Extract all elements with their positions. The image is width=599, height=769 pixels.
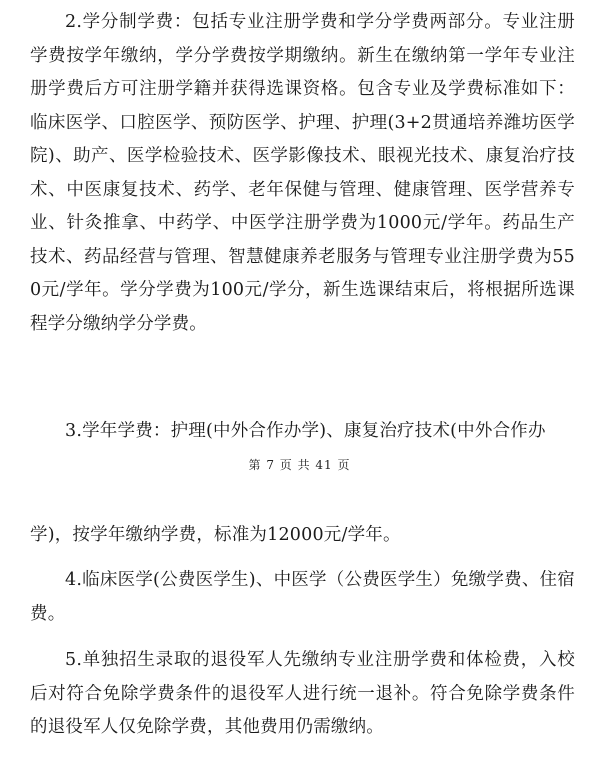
paragraph-veterans: 5.单独招生录取的退役军人先缴纳专业注册学费和体检费，入校后对符合免除学费条件的退役军人进行统一退补。符合免除学费条件的退役军人仅免除学费，其他费用仍需缴纳。 bbox=[30, 650, 575, 737]
page-footer: 第 7 页 共 41 页 bbox=[248, 458, 351, 472]
paragraph-public-funded-students: 4.临床医学(公费医学生)、中医学（公费医学生）免缴学费、住宿费。 bbox=[30, 570, 575, 624]
paragraph-credit-tuition: 2.学分制学费：包括专业注册学费和学分学费两部分。专业注册学费按学年缴纳，学分学费按学期缴纳。新生在缴纳第一学年专业注册学费后方可注册学籍并获得选课资格。包含专业及学费标准如下：临床医学、口腔医学、预防医学、护理、护理(3+2贯通培养潍坊医学院)、助产、医学检验技术、医学影像技术、眼视光技术、康复治疗技术、中医康复技术、药学、老年保健与管理、健康管理、医学营养专业、针灸推拿、中药学、中医学注册学费为1000元/学年。药品生产技术、药品经营与管理、智慧健康养老服务与管理专业注册学费为550元/学年。学分学费为100元/学分，新生选课结束后，将根据所选课程学分缴纳学分学费。 bbox=[30, 12, 575, 334]
paragraph-annual-tuition: 3.学年学费：护理(中外合作办学)、康复治疗技术(中外合作办 bbox=[65, 421, 546, 441]
paragraph-annual-tuition-continued: 学)，按学年缴纳学费，标准为12000元/学年。 bbox=[30, 525, 401, 545]
